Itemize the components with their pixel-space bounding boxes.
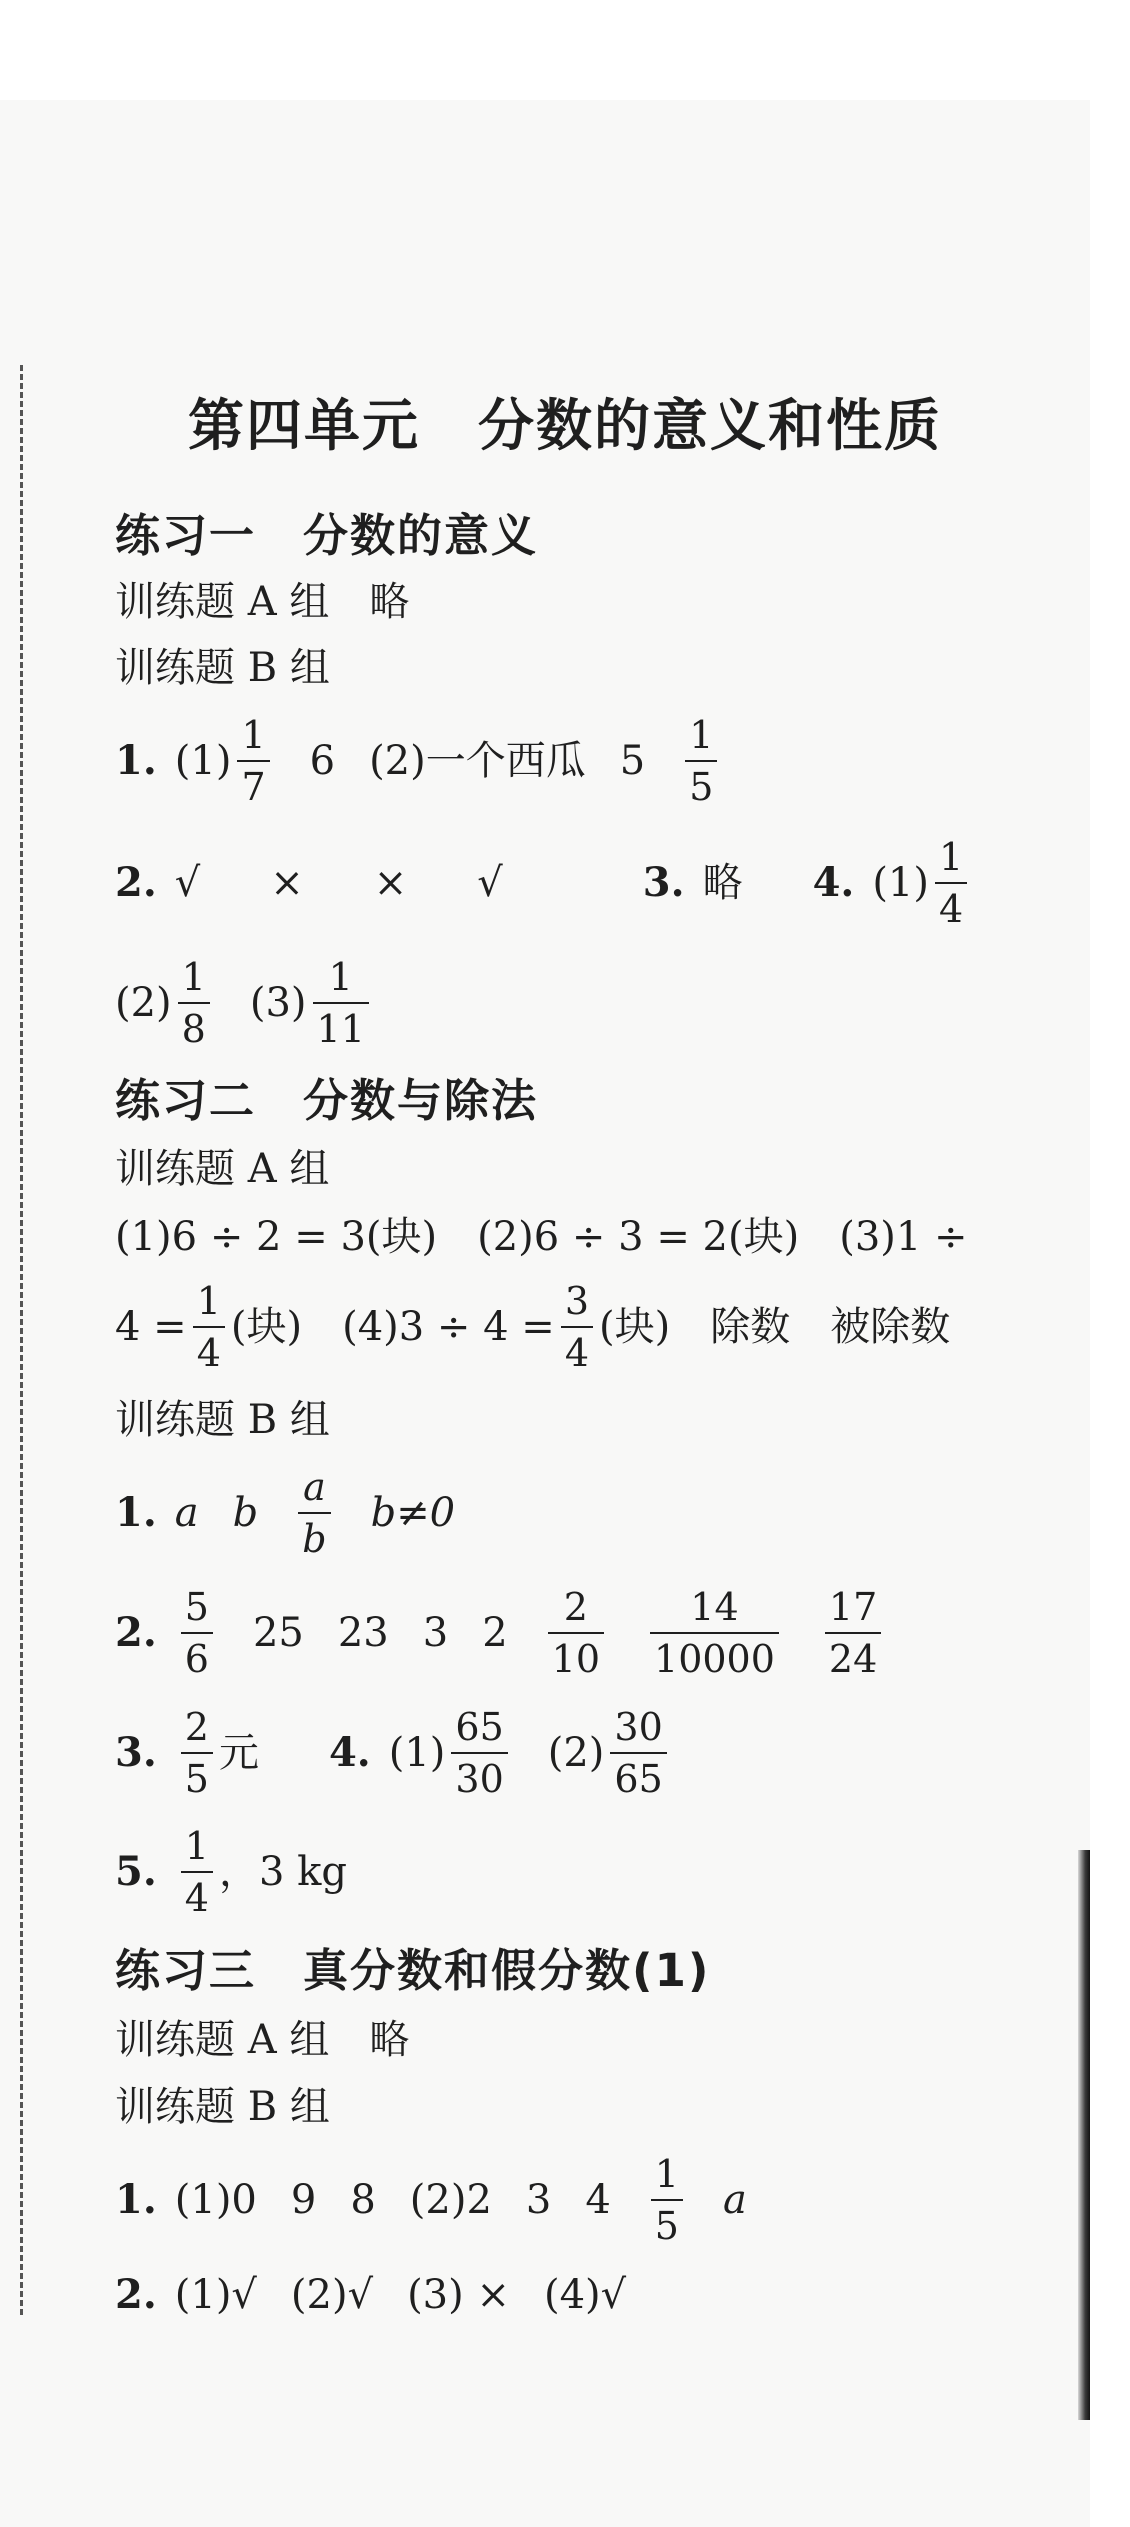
question-number: 1.	[115, 2176, 157, 2223]
answer-text: (2)2	[409, 2177, 492, 2223]
answer-text: (2)√	[290, 2272, 374, 2318]
answer-text: a	[722, 2177, 747, 2223]
answer-text: 2	[482, 1610, 508, 1656]
answer-text: ×	[270, 860, 304, 906]
answer-text: 3	[422, 1610, 449, 1656]
question-number: 3.	[115, 1729, 157, 1776]
answer-text: (1)	[388, 1730, 446, 1776]
numerator: 1	[939, 835, 964, 879]
numerator: 65	[455, 1705, 504, 1749]
fraction	[237, 713, 269, 809]
fraction	[298, 1465, 330, 1561]
fraction	[610, 1705, 666, 1801]
question-number: 4.	[328, 1729, 371, 1776]
fraction	[650, 1585, 779, 1681]
numerator: 2	[563, 1585, 588, 1629]
denominator: 5	[689, 765, 714, 809]
fraction	[561, 1279, 593, 1375]
question-number: 5.	[115, 1848, 157, 1895]
ex2-q5	[115, 1824, 347, 1920]
numerator: 1	[184, 1824, 209, 1868]
ex2-q2	[115, 1585, 887, 1681]
numerator: 1	[654, 2152, 679, 2196]
question-number: 2.	[115, 2271, 157, 2318]
answer-text: (块) 除数 被除数	[599, 1304, 951, 1350]
answer-text: 25	[252, 1610, 304, 1656]
ex2-q3-q4	[115, 1705, 673, 1801]
page-edge-shadow	[1078, 1850, 1090, 2420]
question-number: 2.	[115, 1609, 157, 1656]
question-number: 4.	[812, 859, 855, 906]
answer-text: 6	[309, 738, 336, 784]
fraction	[935, 835, 967, 931]
numerator: 1	[196, 1279, 221, 1323]
section-heading-1: 练习一 分数的意义	[115, 509, 539, 562]
numerator: 14	[690, 1585, 739, 1629]
ex3-q2	[115, 2271, 627, 2318]
fraction	[313, 955, 369, 1051]
numerator: 17	[828, 1585, 878, 1629]
numerator: 1	[181, 955, 206, 999]
denominator: 6	[184, 1637, 209, 1681]
ex1-b-label: 训练题 B 组	[115, 645, 330, 691]
fraction	[193, 1279, 225, 1375]
answer-text: (4)√	[543, 2272, 627, 2318]
fraction	[181, 1705, 213, 1801]
denominator: 4	[939, 887, 964, 931]
ex1-q4-continued	[115, 955, 375, 1051]
fraction	[451, 1705, 507, 1801]
question-number: 2.	[115, 859, 157, 906]
answer-text: (块) (4)3 ÷ 4 =	[230, 1304, 555, 1350]
fraction	[548, 1585, 604, 1681]
answer-text: (3)	[249, 980, 307, 1026]
answer-text: ，3 kg	[218, 1849, 347, 1895]
numerator: 3	[564, 1279, 590, 1323]
ex1-q1	[115, 713, 723, 809]
answer-text: (2)	[547, 1730, 605, 1776]
answer-text: 略	[702, 860, 743, 906]
fraction	[181, 1824, 213, 1920]
ex3-b-label: 训练题 B 组	[115, 2084, 330, 2130]
answer-text: 4	[585, 2177, 611, 2223]
answer-text: 5	[619, 738, 646, 784]
numerator: a	[303, 1465, 326, 1509]
ex1-a-label: 训练题 A 组 略	[115, 579, 410, 625]
numerator: 1	[241, 713, 266, 757]
ex2-a-line1: (1)6 ÷ 2 = 3(块) (2)6 ÷ 3 = 2(块) (3)1 ÷	[115, 1214, 968, 1260]
answer-text: (2)一个西瓜	[369, 738, 586, 784]
answer-text: (1)	[174, 738, 232, 784]
numerator: 2	[184, 1705, 209, 1749]
denominator: 5	[654, 2204, 679, 2248]
ex3-q1	[115, 2152, 747, 2248]
answer-text: b≠0	[370, 1490, 456, 1536]
denominator: b	[302, 1517, 327, 1561]
denominator: 4	[196, 1331, 221, 1375]
answer-text: (1)0	[174, 2177, 257, 2223]
numerator: 5	[184, 1585, 209, 1629]
answer-text: (1)	[872, 860, 929, 906]
ex2-a-line2	[115, 1279, 951, 1375]
fraction	[651, 2152, 683, 2248]
denominator: 10	[551, 1637, 601, 1681]
answer-text: 8	[350, 2177, 376, 2223]
denominator: 11	[316, 1007, 365, 1051]
answer-text: (1)√	[174, 2272, 257, 2318]
ex1-q2	[115, 835, 973, 931]
denominator: 5	[184, 1757, 209, 1801]
denominator: 8	[181, 1007, 206, 1051]
answer-text: (3) ×	[407, 2272, 510, 2318]
ex3-a-label: 训练题 A 组 略	[115, 2017, 410, 2063]
fraction	[178, 955, 210, 1051]
answer-text: 3	[525, 2177, 552, 2223]
fraction	[181, 1585, 213, 1681]
unit-title: 第四单元 分数的意义和性质	[188, 394, 942, 459]
ex2-b-label: 训练题 B 组	[115, 1397, 330, 1443]
denominator: 65	[614, 1757, 663, 1801]
ex2-a-label: 训练题 A 组	[115, 1146, 330, 1192]
question-number: 1.	[115, 737, 157, 784]
answer-text: √	[477, 860, 503, 906]
numerator: 1	[689, 713, 714, 757]
section-heading-3: 练习三 真分数和假分数(1)	[115, 1944, 711, 1997]
ex2-q1	[115, 1465, 456, 1561]
denominator: 10000	[654, 1637, 775, 1681]
question-number: 1.	[115, 1489, 157, 1536]
numerator: 30	[614, 1705, 663, 1749]
denominator: 7	[241, 765, 266, 809]
denominator: 24	[828, 1637, 878, 1681]
answer-text: a	[174, 1490, 199, 1536]
answer-text: 23	[337, 1610, 389, 1656]
numerator: 1	[328, 955, 353, 999]
fraction	[825, 1585, 881, 1681]
answer-text: √	[174, 860, 201, 906]
denominator: 4	[184, 1876, 209, 1920]
denominator: 30	[455, 1757, 504, 1801]
question-number: 3.	[642, 859, 685, 906]
answer-text: 元	[218, 1730, 259, 1776]
fraction	[685, 713, 717, 809]
section-heading-2: 练习二 分数与除法	[115, 1074, 539, 1127]
answer-text: b	[232, 1490, 259, 1536]
answer-text: 4 =	[115, 1304, 187, 1350]
dashed-cut-line	[20, 365, 23, 2315]
answer-text: 9	[290, 2177, 317, 2223]
answer-text: ×	[373, 860, 408, 906]
answer-text: (2)	[115, 980, 172, 1026]
denominator: 4	[564, 1331, 590, 1375]
